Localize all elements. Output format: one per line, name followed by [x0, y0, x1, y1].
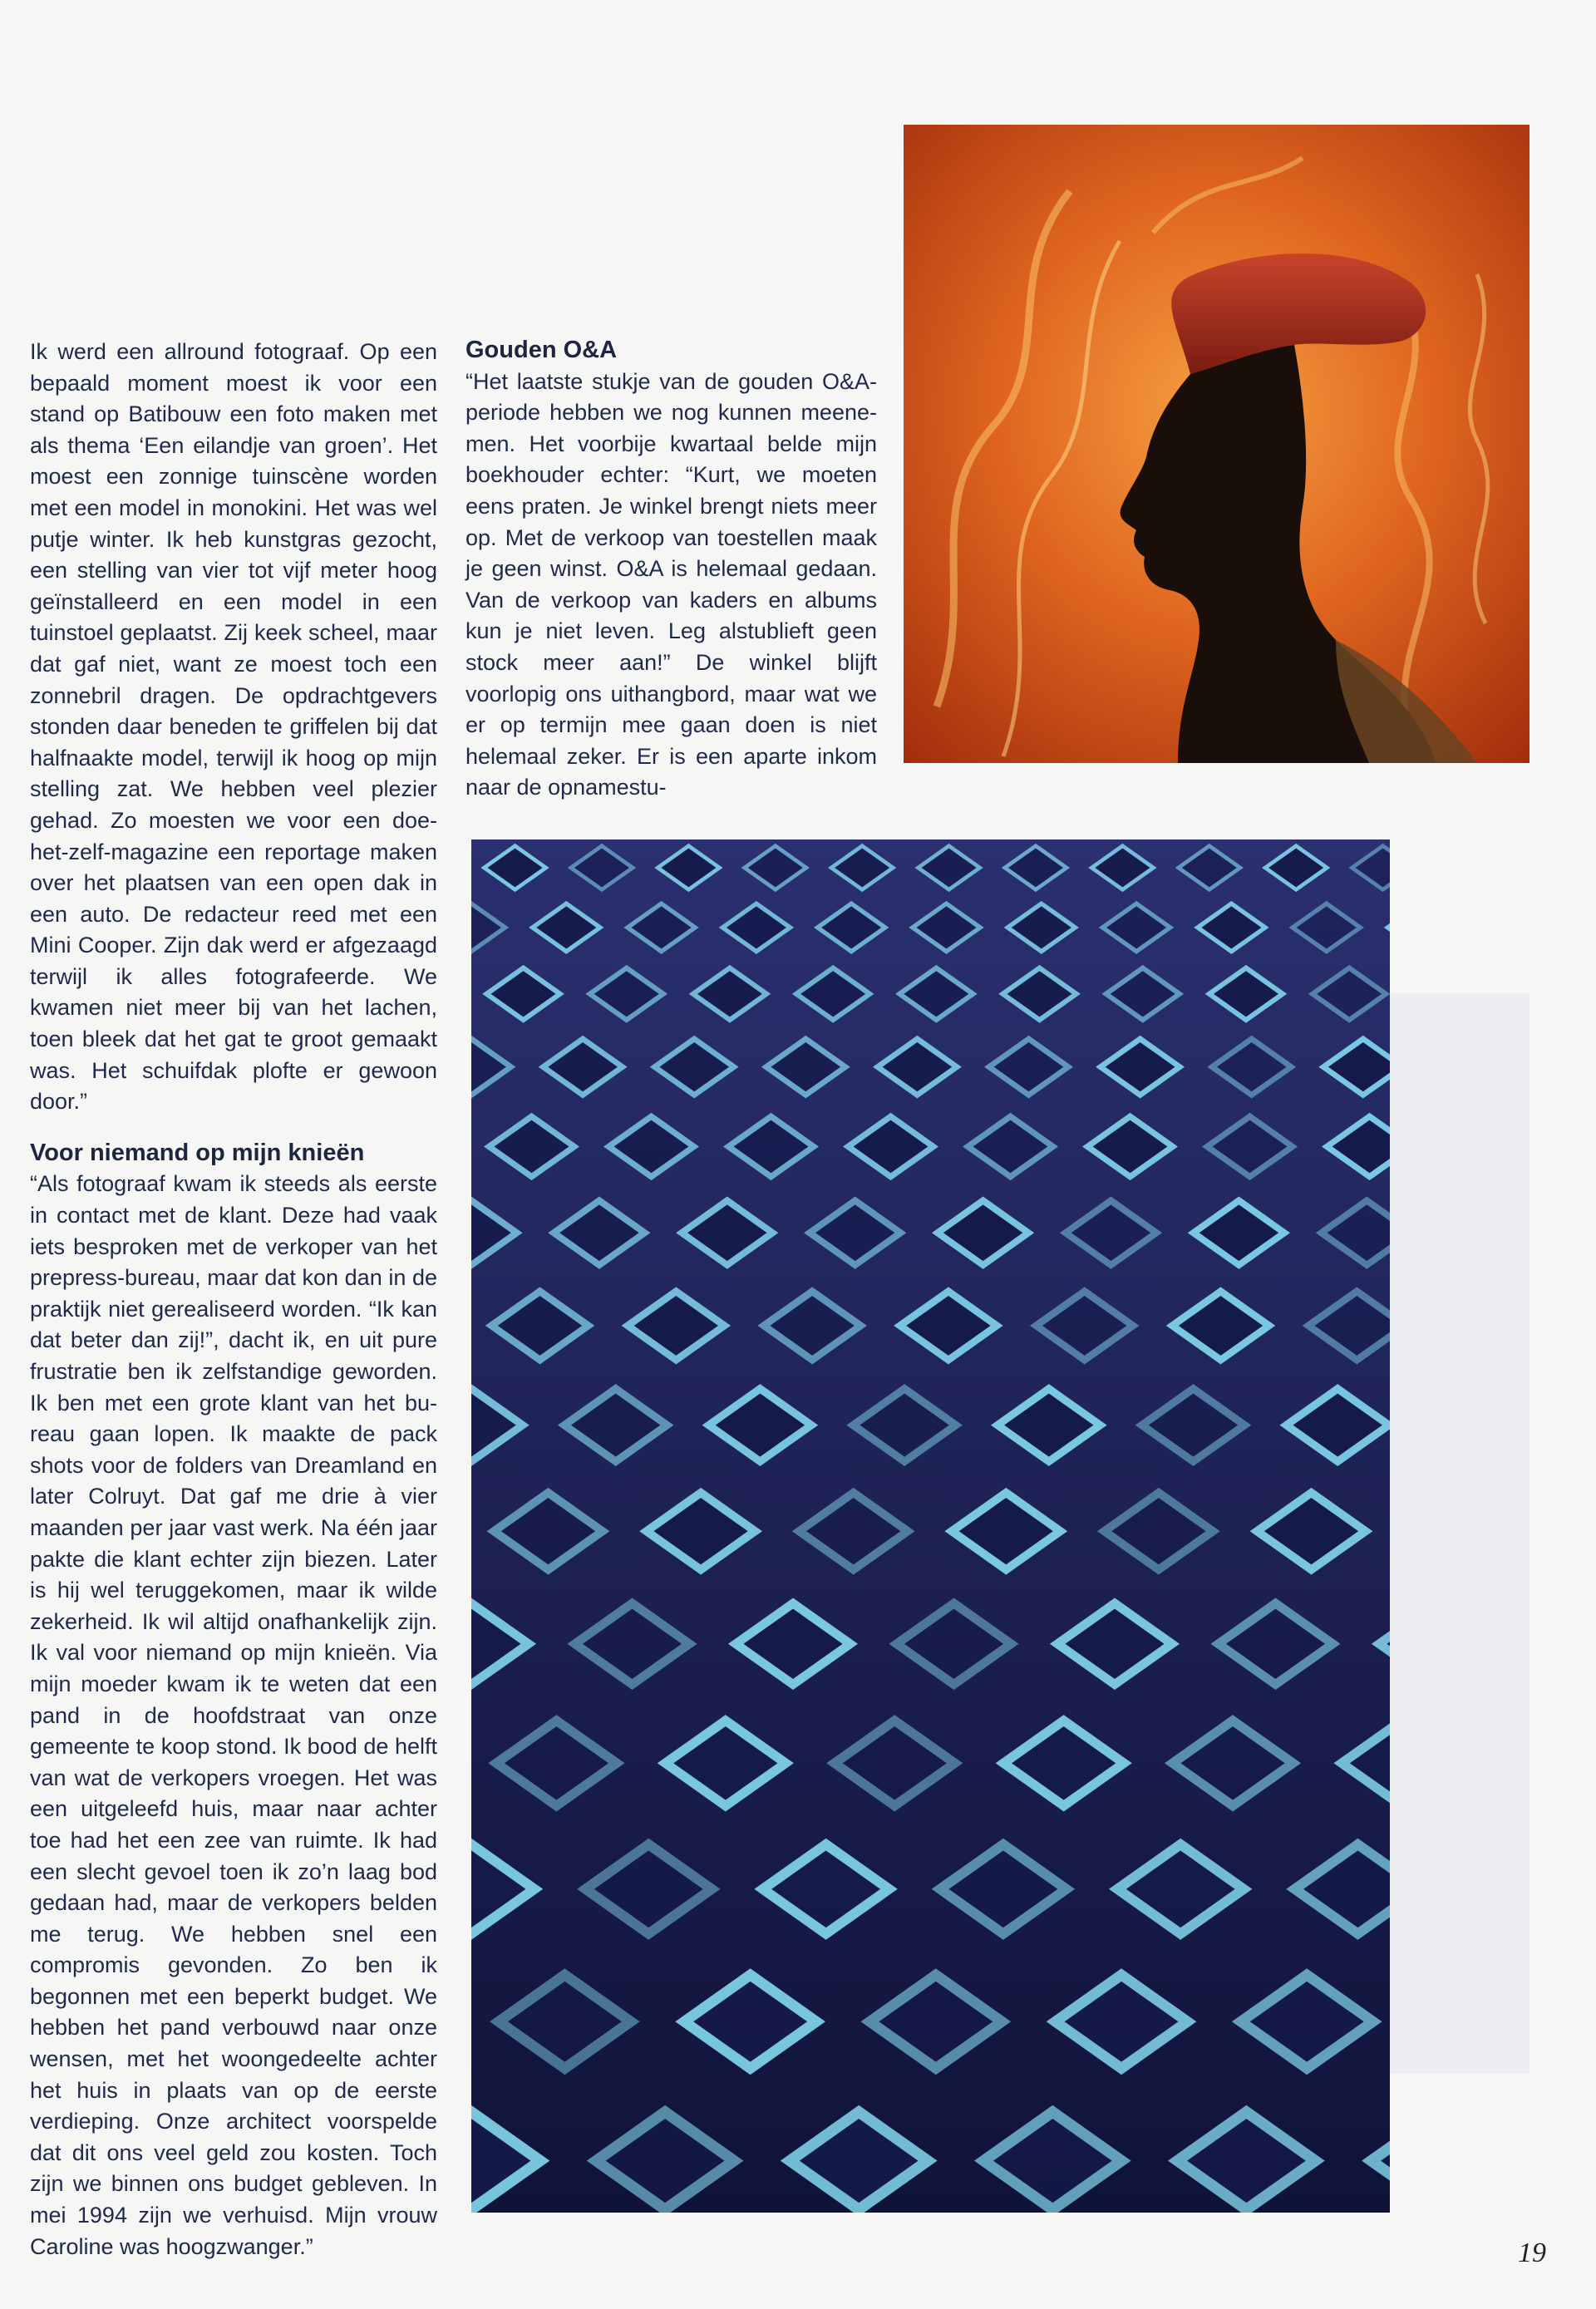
- left-text-column: [30, 337, 437, 2262]
- section-heading: Voor niemand op mijn knieën: [30, 1139, 365, 1166]
- body-paragraph: Ik werd een allround fotograaf. Op een bepaald moment moest ik voor een stand op Batibouw een foto maken met als thema ‘Een eilandje van groen’. Het moest een zonnige tuinscène worden met een model in monokini. Het was wel putje winter. Ik heb kunstgras gezocht, een stelling van vier tot vijf meter hoog geïnstalleerd en een model in een tuinstoel geplaatst. Zij keek scheel, maar dat gaf niet, want ze moest toch een zonnebril dragen. De opdrachtgevers stonden daar beneden te griffelen bij dat halfnaakte model, terwijl ik hoog op mijn stelling zat. We hebben veel plezier gehad. Zo moesten we voor een doe-het-zelf-magazine een reportage maken over het plaatsen van een open dak in een auto. De redacteur reed met een Mini Cooper. Zijn dak werd er afgezaagd terwijl ik alles fotografeerde. We kwamen niet meer bij van het lachen, toen bleek dat het gat te groot gemaakt was. Het schuifdak plofte er gewoon door.”: [30, 339, 437, 1115]
- body-paragraph: “Het laatste stukje van de gouden O&A-periode hebben we nog kunnen meenemen. Het voorbije kwartaal belde mijn boekhouder echter: “Kurt, we moeten eens praten. Je winkel brengt niets meer op. Met de verkoop van toestellen maak je geen winst. O&A is helemaal gedaan. Van de verkoop van kaders en albums kun je niet leven. Leg alstublieft geen stock meer aan!” De winkel blijft voorlopig ons uithangbord, maar wat we er op termijn mee gaan doen is niet helemaal zeker. Er is een aparte inkom naar de opnamestu-: [466, 368, 877, 800]
- page-number: 19: [1518, 2238, 1546, 2268]
- portrait-fire-image: [904, 125, 1530, 763]
- section-heading: Gouden O&A: [466, 337, 618, 363]
- grid-pattern-image: [471, 839, 1390, 2213]
- grid-architecture-photo: [471, 839, 1390, 2213]
- right-text-column: [466, 335, 877, 804]
- portrait-fire-photo: [904, 125, 1530, 763]
- background-panel: [1390, 993, 1530, 2074]
- body-paragraph: “Als fotograaf kwam ik steeds als eerste in contact met de klant. Deze had vaak iets besproken met de verkoper van het prepress-bureau, maar dat kon dan in de praktijk niet gerealiseerd worden. “Ik kan dat beter dan zij!”, dacht ik, en uit pure frustratie ben ik zelfstandige geworden. Ik ben met een grote klant van het bureau gaan lopen. Ik maakte de pack shots voor de folders van Dreamland en later Colruyt. Dat gaf me drie à vier maanden per jaar vast werk. Na één jaar pakte die klant echter zijn biezen. Later is hij wel teruggekomen, maar ik wilde zekerheid. Ik wil altijd onafhankelijk zijn. Ik val voor niemand op mijn knieën. Via mijn moeder kwam ik te weten dat een pand in de hoofdstraat van onze gemeente te koop stond. Ik bood de helft van wat de verkopers vroegen. Het was een uitgeleefd huis, maar naar achter toe had het een zee van ruimte. Ik had een slecht gevoel toen ik zo’n laag bod gedaan had, maar de verkopers belden me terug. We hebben snel een compromis gevonden. Zo ben ik begonnen met een beperkt budget. We hebben het pand verbouwd naar onze wensen, met het woongedeelte achter het huis in plaats van op de eerste verdieping. Onze architect voorspelde dat dit ons veel geld zou kosten. Toch zijn we binnen ons budget gebleven. In mei 1994 zijn we verhuisd. Mijn vrouw Caroline was hoogzwanger.”: [30, 1171, 437, 2259]
